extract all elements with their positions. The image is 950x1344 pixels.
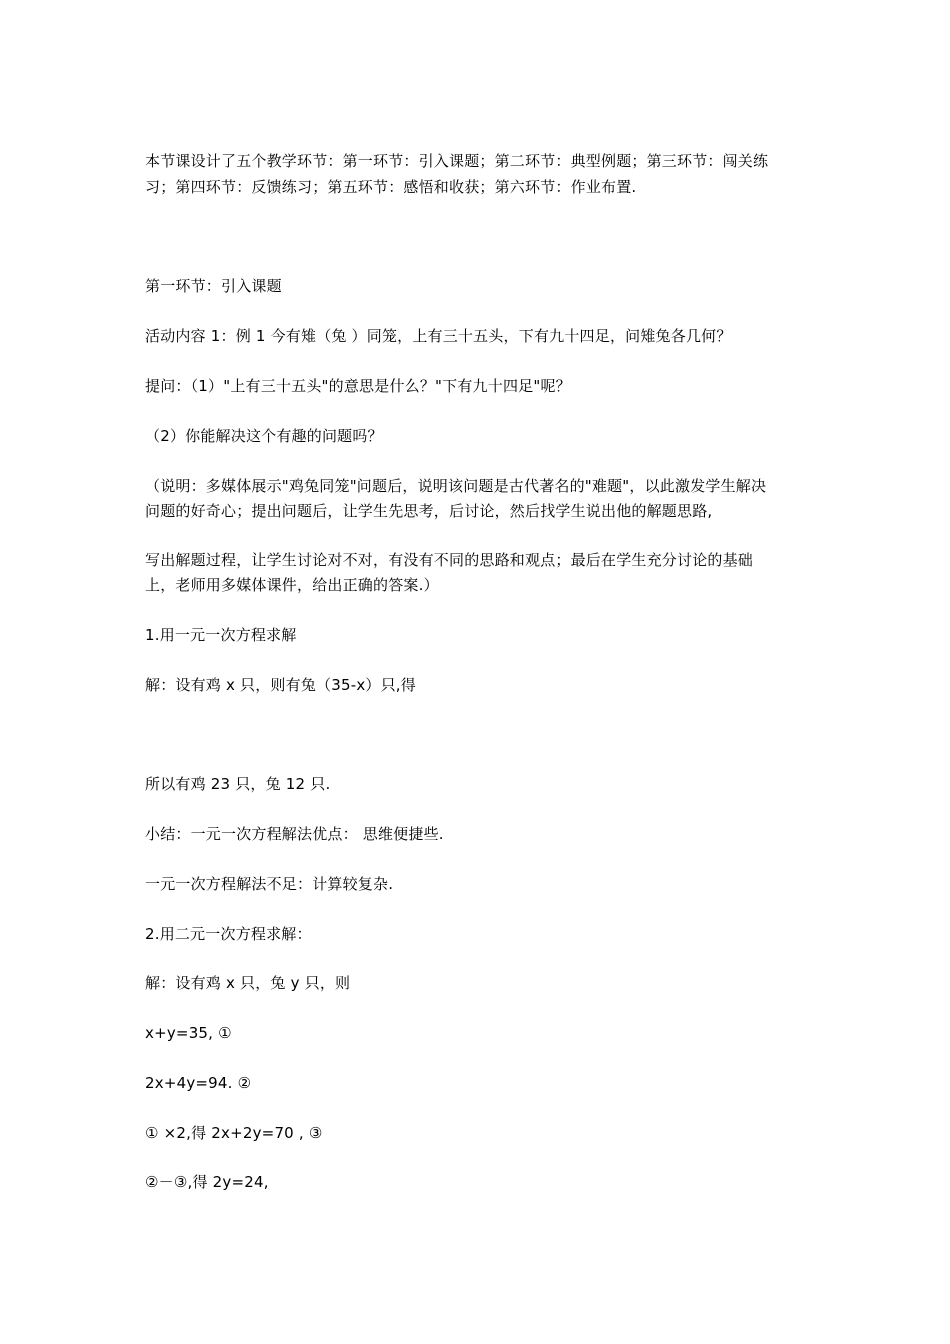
question2-text: （2）你能解决这个有趣的问题吗？ [145,427,383,445]
method2-title: 2.用二元一次方程求解： [145,925,312,943]
intro-line-2: 习；第四环节：反馈练习；第五环节：感悟和收获；第六环节：作业布置. [145,178,637,196]
note-line-3: 写出解题过程，让学生讨论对不对，有没有不同的思路和观点；最后在学生充分讨论的基础 [145,551,754,569]
intro-line-1: 本节课设计了五个教学环节：第一环节：引入课题；第二环节：典型例题；第三环节：闯关练 [145,152,769,170]
note-line-1: （说明：多媒体展示"鸡兔同笼"问题后，说明该问题是古代著名的"难题"，以此激发学生解决 [145,477,767,495]
method1-result: 所以有鸡 23 只，兔 12 只. [145,775,331,793]
section1-title: 第一环节：引入课题 [145,277,282,295]
equation-3: ① ×2,得 2x+2y=70 , ③ [145,1124,323,1142]
question1-text: 提问：（1）"上有三十五头"的意思是什么？"下有九十四足"呢？ [145,377,571,395]
summary-disadvantage: 一元一次方程解法不足：计算较复杂. [145,875,394,893]
equation-2: 2x+4y=94. ② [145,1074,252,1092]
summary-advantage: 小结：一元一次方程解法优点： 思维便捷些. [145,825,444,843]
activity1-text: 活动内容 1：例 1 今有雉（兔 ）同笼，上有三十五头，下有九十四足，问雉兔各几何？ [145,327,732,345]
note-line-2: 问题的好奇心；提出问题后，让学生先思考，后讨论，然后找学生说出他的解题思路, [145,502,713,520]
equation-1: x+y=35, ① [145,1024,232,1042]
method2-solution: 解：设有鸡 x 只，兔 y 只，则 [145,974,351,992]
note-line-4: 上，老师用多媒体课件，给出正确的答案.） [145,576,439,594]
method1-solution: 解：设有鸡 x 只，则有兔（35-x）只,得 [145,676,416,694]
method1-title: 1.用一元一次方程求解 [145,626,297,644]
equation-4: ②－③,得 2y=24, [145,1173,269,1191]
